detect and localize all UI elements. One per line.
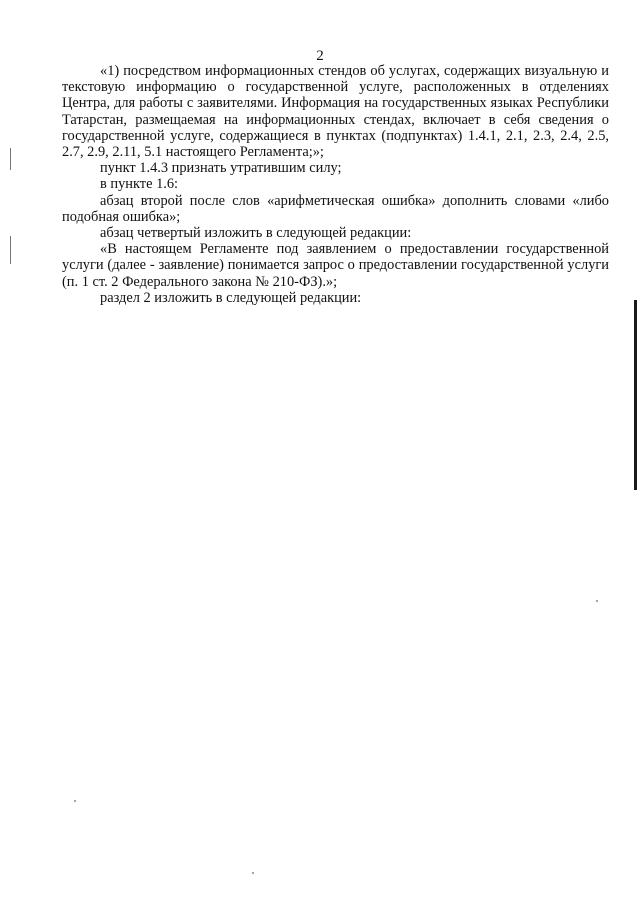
paragraph-repeal-1-4-3: пункт 1.4.3 признать утратившим силу; — [100, 160, 342, 177]
paragraph-second-abzac: абзац второй после слов «арифметическая ошибка» дополнить словами «либо подобная ошибка»; — [62, 192, 609, 225]
scan-speck — [596, 600, 598, 602]
scan-speck — [74, 800, 76, 802]
paragraph-application-definition: «В настоящем Регламенте под заявлением о предоставлении государственной услуги (далее - заявление) понимается запрос о предоставлении государственной услуги (п. 1 ст. 2 Федерального закона № 210-ФЗ).»; — [62, 241, 609, 290]
paragraph-item-1-6: в пункте 1.6: — [100, 176, 179, 193]
paragraph-section-2: раздел 2 изложить в следующей редакции: — [100, 289, 362, 306]
paragraph-stands: «1) посредством информационных стендов об услугах, содержащих визуальную и текстовую информацию о государственной услуге, расположенных в отделениях Центра, для работы с заявителями. Информация на государственных языках Республики Татарстан, размещаемая на информационных стендах, включает в себя сведения о государственной услуге, содержащиеся в пунктах (подпунктах) 1.4.1, 2.1, 2.3, 2.4, 2.5, 2.7, 2.9, 2.11, 5.1 настоящего Регламента;»; — [62, 63, 609, 161]
page-number: 2 — [316, 48, 324, 64]
scan-speck — [252, 872, 254, 874]
document-body — [62, 63, 609, 306]
scan-edge-mark — [634, 300, 637, 490]
paragraph-fourth-abzac: абзац четвертый изложить в следующей редакции: — [100, 225, 412, 242]
scan-edge-mark — [10, 236, 11, 264]
scan-edge-mark — [10, 148, 11, 170]
